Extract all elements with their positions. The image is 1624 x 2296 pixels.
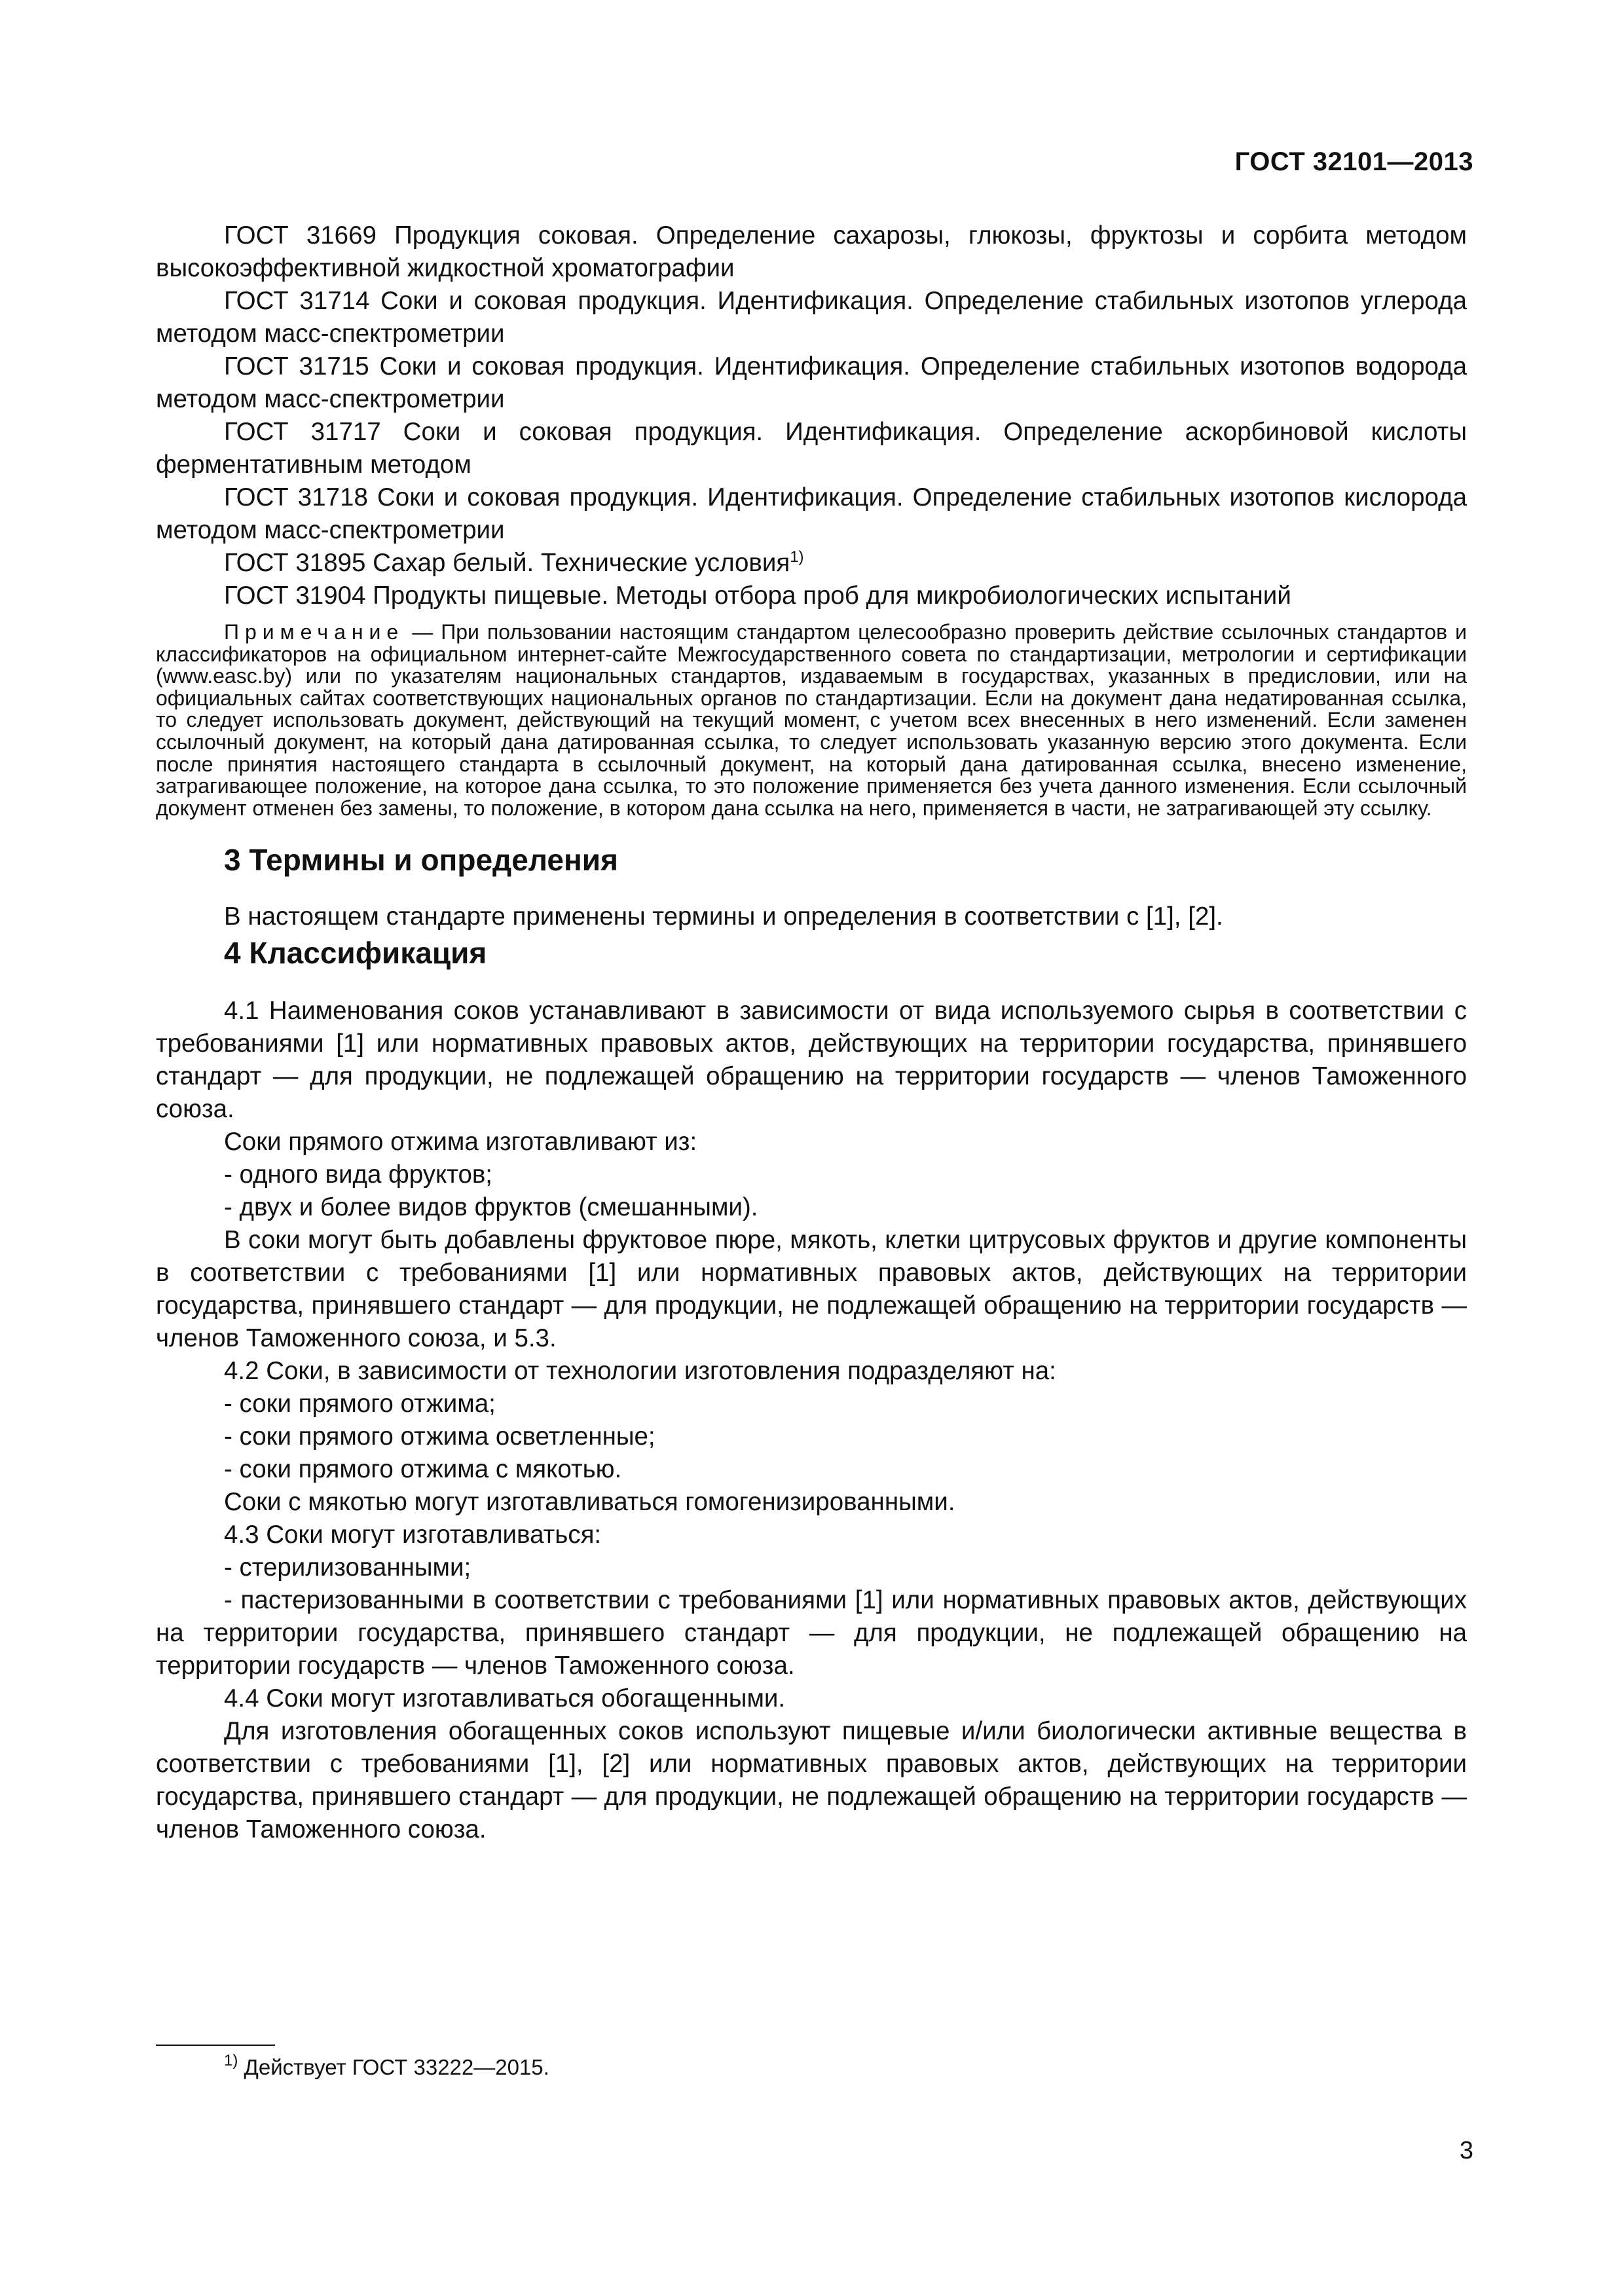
footnote-marker: 1) (790, 548, 804, 566)
page-number: 3 (1459, 2137, 1473, 2164)
reference-item: ГОСТ 31895 Сахар белый. Технические условия$^{1)}$ (224, 548, 804, 577)
footnote (224, 2054, 549, 2081)
reference-item: ГОСТ 31669 Продукция соковая. Определение сахарозы, глюкозы, фруктозы и сорбита методом высокоэффективной жидкостной хроматографии (156, 221, 1467, 282)
note-paragraph (156, 621, 1467, 819)
list-item: - стерилизованными; (224, 1553, 471, 1582)
list-item: - соки прямого отжима осветленные; (224, 1422, 655, 1451)
footnote-divider (156, 2045, 275, 2046)
paragraph: 4.3 Соки могут изготавливаться: (224, 1521, 602, 1549)
reference-item: ГОСТ 31717 Соки и соковая продукция. Идентификация. Определение аскорбиновой кислоты ферментативным методом (156, 418, 1467, 479)
paragraph: 4.2 Соки, в зависимости от технологии изготовления подразделяют на: (224, 1357, 1056, 1386)
list-item: - соки прямого отжима; (224, 1390, 496, 1418)
section-3-text: В настоящем стандарте применены термины и определения в соответствии с [1], [2]. (224, 902, 1223, 931)
section-3-heading: 3 Термины и определения (224, 843, 618, 878)
reference-item: ГОСТ 31715 Соки и соковая продукция. Идентификация. Определение стабильных изотопов водорода методом масс-спектрометрии (156, 352, 1467, 413)
list-item: - пастеризованными в соответствии с требованиями [1] или нормативных правовых актов, действующих на территории государства, принявшего стандарт — для продукции, не подлежащей обращению на территории государств — членов Таможенного союза. (156, 1586, 1467, 1680)
page-body (156, 219, 1467, 1846)
list-item: - двух и более видов фруктов (смешанными). (224, 1193, 758, 1222)
footnote-text: Действует ГОСТ 33222—2015. (238, 2055, 549, 2079)
list-item: - соки прямого отжима с мякотью. (224, 1455, 622, 1484)
section-4-heading: 4 Классификация (224, 936, 487, 971)
document-header-id: ГОСТ 32101—2013 (1234, 147, 1473, 176)
reference-item: ГОСТ 31714 Соки и соковая продукция. Идентификация. Определение стабильных изотопов углерода методом масс-спектрометрии (156, 287, 1467, 348)
paragraph: В соки могут быть добавлены фруктовое пюре, мякоть, клетки цитрусовых фруктов и другие компоненты в соответствии с требованиями [1] или нормативных правовых актов, действующих на территории государства, принявшего стандарт — для продукции, не подлежащей обращению на территории государств — членов Таможенного союза, и 5.3. (156, 1226, 1467, 1353)
paragraph: Для изготовления обогащенных соков используют пищевые и/или биологически активные вещества в соответствии с требованиями [1], [2] или нормативных правовых актов, действующих на территории государства, принявшего стандарт — для продукции, не подлежащей обращению на территории государств — членов Таможенного союза. (156, 1717, 1467, 1844)
note-text: — При пользовании настоящим стандартом целесообразно проверить действие ссылочных стандартов и классификаторов на официальном интернет-сайте Межгосударственного совета по стандартизации, метрологии и сертификации (www.easc.by) или по указателям национальных стандартов, издаваемым в государствах, указанных в предисловии, или на официальных сайтах соответствующих национальных органов по стандартизации. Если на документ дана недатированная ссылка, то следует использовать документ, действующий на текущий момент, с учетом всех внесенных в него изменений. Если заменен ссылочный документ, на который дана датированная ссылка, то следует использовать указанную версию этого документа. Если после принятия настоящего стандарта в ссылочный документ, на который дана датированная ссылка, внесено изменение, затрагивающее положение, на которое дана ссылка, то это положение применяется без учета данного изменения. Если ссылочный документ отменен без замены, то положение, в котором дана ссылка на него, применяется в части, не затрагивающей эту ссылку. (156, 620, 1467, 820)
paragraph: Соки с мякотью могут изготавливаться гомогенизированными. (224, 1488, 955, 1517)
paragraph: 4.1 Наименования соков устанавливают в зависимости от вида используемого сырья в соответствии с требованиями [1] или нормативных правовых актов, действующих на территории государства, принявшего стандарт — для продукции, не подлежащей обращению на территории государств — членов Таможенного союза. (156, 997, 1467, 1124)
list-item: - одного вида фруктов; (224, 1160, 493, 1189)
reference-item: ГОСТ 31718 Соки и соковая продукция. Идентификация. Определение стабильных изотопов кислорода методом масс-спектрометрии (156, 483, 1467, 544)
paragraph: 4.4 Соки могут изготавливаться обогащенными. (224, 1684, 786, 1713)
normative-references-list (156, 219, 1467, 612)
paragraph: Соки прямого отжима изготавливают из: (224, 1128, 697, 1157)
footnote-marker: 1) (224, 2052, 238, 2069)
reference-item: ГОСТ 31904 Продукты пищевые. Методы отбора проб для микробиологических испытаний (224, 582, 1291, 610)
section-4-body (156, 995, 1467, 1846)
note-label: Примечание (224, 620, 405, 644)
